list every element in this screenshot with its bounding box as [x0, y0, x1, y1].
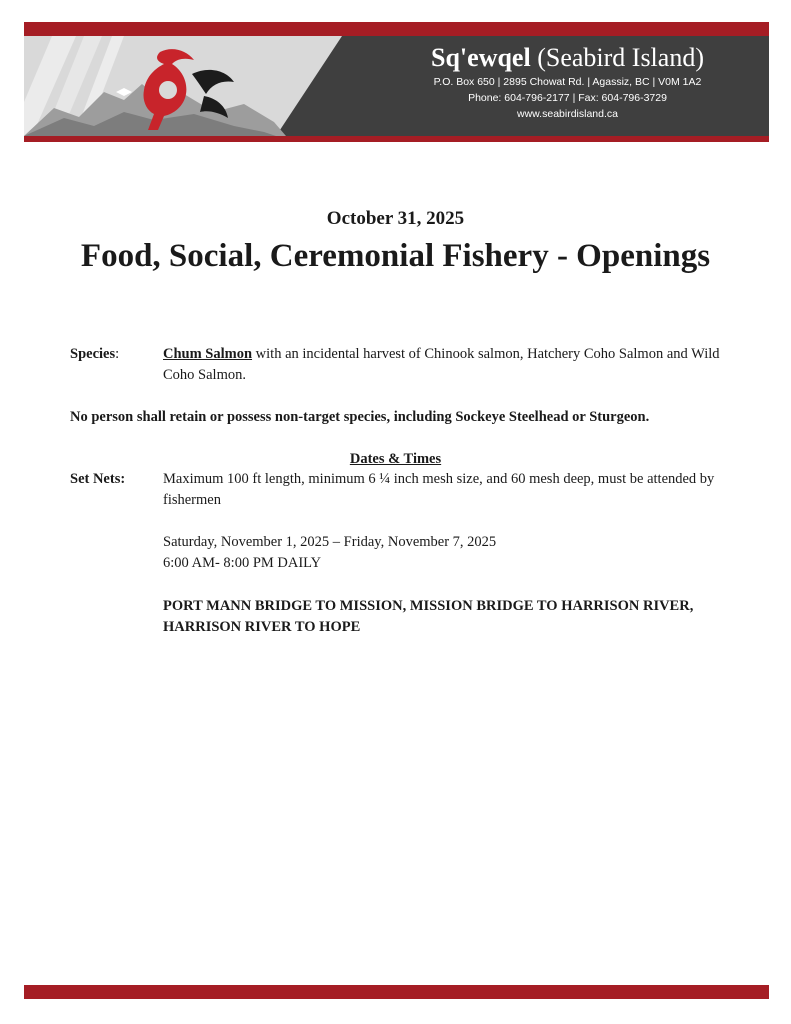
org-address: P.O. Box 650 | 2895 Chowat Rd. | Agassiz, BC | V0M 1A2 [433, 76, 702, 88]
species-text [163, 344, 743, 386]
footer-bar [24, 985, 769, 999]
notice-title: Food, Social, Ceremonial Fishery - Openings [80, 238, 711, 274]
restriction-notice: No person shall retain or possess non-target species, including Sockeye Steelhead or Sturgeon. [70, 409, 650, 425]
fishing-areas-text: PORT MANN BRIDGE TO MISSION, MISSION BRIDGE TO HARRISON RIVER, HARRISON RIVER TO HOPE [163, 598, 694, 635]
species-label: Species: [70, 346, 120, 362]
org-name-primary: Sq'ewqel [431, 43, 531, 72]
org-name [375, 42, 760, 74]
org-phone-fax: Phone: 604-796-2177 | Fax: 604-796-3729 [468, 92, 667, 104]
daily-hours: 6:00 AM- 8:00 PM DAILY [163, 555, 322, 571]
org-website[interactable]: www.seabirdisland.ca [517, 108, 618, 120]
species-description: with an incidental harvest of Chinook salmon, Hatchery Coho Salmon and Wild Coho Salmon. [163, 346, 720, 383]
dates-times-heading: Dates & Times [349, 451, 442, 467]
set-nets-description: Maximum 100 ft length, minimum 6 ¼ inch mesh size, and 60 mesh deep, must be attended by fishermen [163, 471, 715, 508]
set-nets-label: Set Nets: [70, 471, 126, 487]
target-species: Chum Salmon [163, 346, 253, 362]
date-range: Saturday, November 1, 2025 – Friday, November 7, 2025 [163, 534, 497, 550]
org-name-secondary: (Seabird Island) [537, 43, 704, 72]
notice-date: October 31, 2025 [326, 208, 465, 229]
header-contact-block [375, 42, 760, 122]
